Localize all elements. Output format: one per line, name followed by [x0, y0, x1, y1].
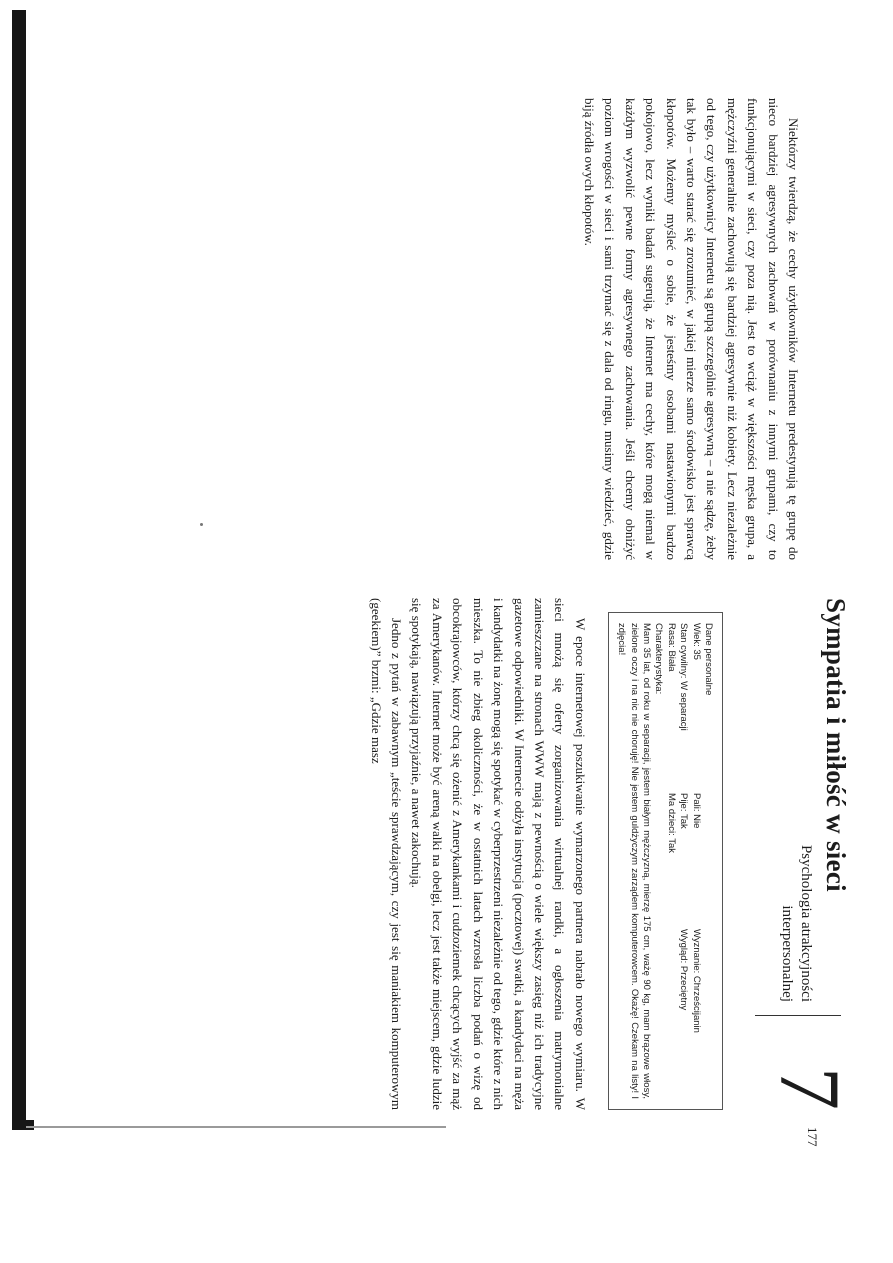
right-paragraph-2: Jedno z pytań w zabawnym „teście sprawdzającym, czy jest się maniakiem komputerowym (geekiem)” brzmi: „Gdzie masz: [368, 598, 405, 1110]
chapter-rule: [755, 1015, 841, 1016]
chapter-subtitle-line-2: interpersonalnej: [779, 905, 795, 1002]
profile-row: [677, 623, 689, 1099]
chapter-header: [733, 598, 858, 1110]
left-paragraph: Niektórzy twierdzą, że cechy użytkowników Internetu predestynują tę grupę do nieco bardziej agresywnych zachowań w porównaniu z innymi grupami, czy to funkcjonującymi w sieci, czy poza nią. Jest to wciąż w większości męska grupa, a mężczyźni generalnie zachowują się bardziej agresywnie niż kobiety. Lecz niezależnie od tego, czy użytkownicy Internetu są grupą szczególnie agresywną – a nie sądzę, żeby tak było – warto starać się zrozumieć, w jakiej mierze samo środowisko jest sprawcą kłopotów. Możemy myśleć o sobie, że jesteśmy osobami nastawionymi bardzo pokojowo, lecz wyniki badań sugerują, że Internet ma cechy, które mogą niemal w każdym wyzwolić pewne formy agresywnego zachowania. Jeśli chcemy obniżyć poziom wrogości w sieci i sami trzymać się z dala od ringu, musimy wiedzieć, gdzie biją źródła owych kłopotów.: [581, 98, 801, 560]
left-text-column: [579, 98, 803, 560]
right-text-column: [365, 598, 858, 1110]
profile-appearance: Wygląd: Przeciętny: [678, 929, 690, 1011]
profile-age: Wiek: 35: [690, 623, 702, 660]
profile-row: [689, 623, 701, 1099]
profile-drinks: Pije: Tak: [678, 793, 690, 829]
chapter-subtitle: [777, 598, 815, 1002]
dating-profile-box: [608, 612, 723, 1110]
page-number: 177: [805, 1127, 820, 1147]
profile-race: Rasa: Biała: [665, 623, 677, 672]
profile-empty-cell: [664, 929, 676, 1099]
profile-heading: Dane personalne: [703, 623, 714, 696]
chapter-number: 7: [762, 1067, 858, 1110]
profile-smokes: Pali: Nie: [690, 793, 702, 829]
profile-marital-status: Stan cywilny: W separacji: [678, 623, 690, 731]
profile-children: Ma dzieci: Tak: [665, 793, 677, 854]
chapter-title: Sympatia i miłość w sieci: [821, 598, 851, 892]
chapter-subtitle-line-1: Psychologia atrakcyjności: [798, 844, 814, 1002]
profile-characteristics-label: Charakterystyka:: [653, 623, 665, 695]
profile-row: [664, 623, 676, 1099]
right-paragraph-1: W epoce internetowej poszukiwanie wymarzonego partnera nabrało nowego wymiaru. W sieci mnożą się oferty zorganizowania wirtualnej randki, a ogłoszenia matrymonialne zamieszczane na stronach WWW mają z pewnością o wiele większy zasięg niż ich tradycyjne gazetowe odpowiedniki. W Internecie odżyła instytucja (pocztowej) swatki, a kandydaci na męża i kandydatki na żonę mogą się spotykać w cyberprzestrzeni niezależnie od tego, gdzie które z nich mieszka. To nie zbieg okoliczności, że w ostatnich latach wzrosła liczba podań o wizę od obcokrajowców, którzy chcą się ożenić z Amerykankami i cudzoziemek chcących wyjść za mąż za Amerykanów. Internet może być areną walki na obelgi, lecz jest także miejscem, gdzie ludzie się spotykają, nawiązują przyjaźnie, a nawet zakochują.: [409, 598, 588, 1110]
profile-religion: Wyznanie: Chrześcijanin: [690, 929, 702, 1033]
right-body-text: [365, 598, 589, 1110]
profile-description: Mam 35 lat, od roku w separacji, jestem białym mężczyzną, mierzę 175 cm, ważę 90 kg, mam brązowe włosy, zielone oczy i na nic nie choruję! Nie jestem guldżyczym zarządem komputerowcem. Okażę! Czekam na listy! I zdjęcia!: [616, 623, 652, 1099]
